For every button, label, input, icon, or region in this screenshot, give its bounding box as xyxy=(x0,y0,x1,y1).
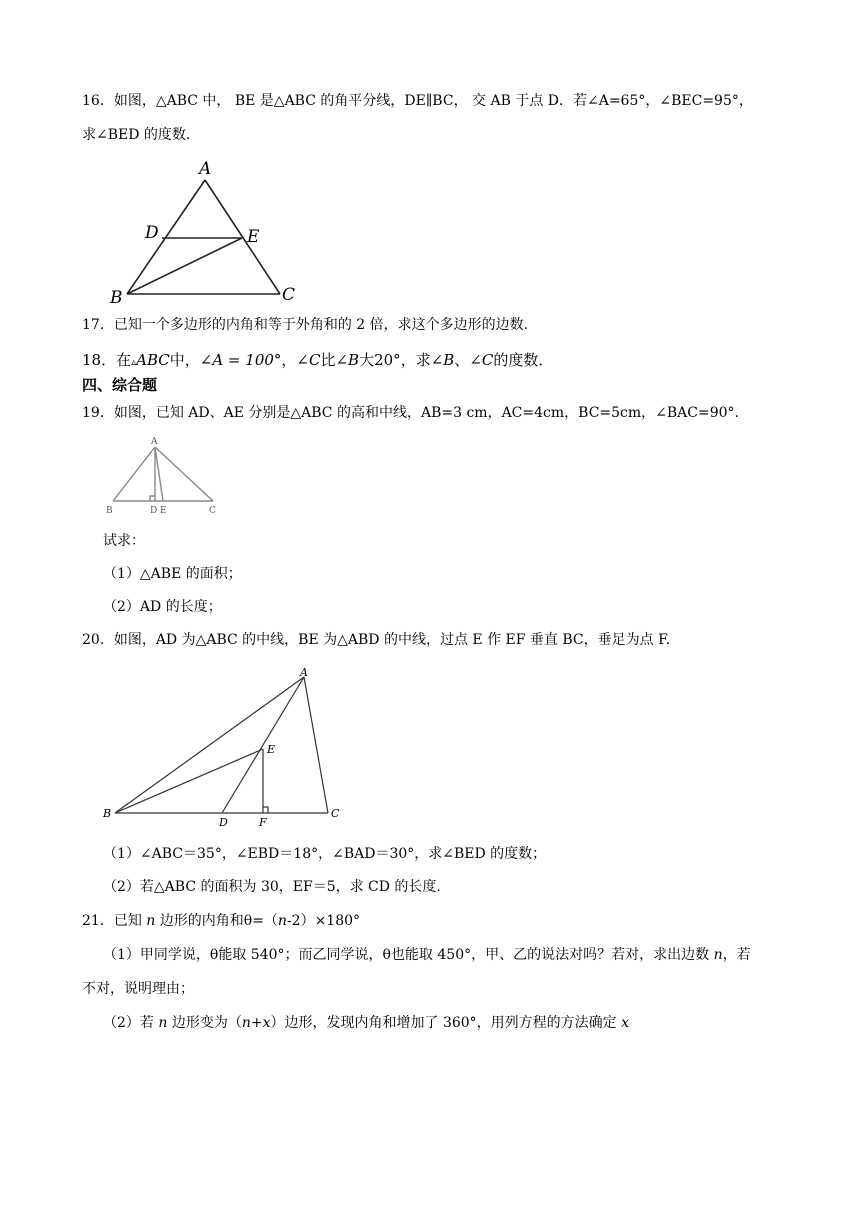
q21-var-x: x xyxy=(262,1015,271,1031)
q20-label-f: F xyxy=(259,816,267,829)
q19-sub2: （2）AD 的长度； xyxy=(103,599,222,615)
q16-figure xyxy=(105,158,305,306)
q19-line1: 19．如图，已知 AD、AE 分别是△ABC 的高和中线，AB=3 cm，AC=4cm，BC=5cm，∠BAC=90°. xyxy=(82,405,739,421)
q16-label-c: C xyxy=(282,285,296,305)
q19-label-d: D xyxy=(150,506,158,516)
q18-angle-c: ∠C xyxy=(469,351,494,369)
q21-part: 边形变为（ xyxy=(167,1015,242,1031)
q16-label-b: B xyxy=(110,288,123,306)
q21-part: 21．已知 xyxy=(82,913,147,929)
q21-part: （2）若 xyxy=(103,1015,159,1031)
q21-var-n: n xyxy=(713,947,723,963)
q20-side-ab xyxy=(115,677,304,813)
q19-right-angle-mark xyxy=(150,496,155,501)
q19-ask: 试求： xyxy=(103,533,145,549)
q18-part: 比 xyxy=(320,351,336,369)
q19-side-ac xyxy=(155,447,213,501)
q20-figure xyxy=(100,665,350,831)
q19-label-b: B xyxy=(106,506,113,516)
q18-part: ，求 xyxy=(400,351,431,369)
q18-degree-20: 20° xyxy=(374,351,401,369)
q16-label-a: A xyxy=(199,159,212,179)
q16-label-e: E xyxy=(247,227,260,247)
q21-var-n: n xyxy=(158,1015,168,1031)
q20-label-a: A xyxy=(300,666,308,679)
q20-label-b: B xyxy=(103,807,112,820)
q21-var-x: x xyxy=(621,1015,630,1031)
q19-sub1: （1）△ABE 的面积； xyxy=(103,566,242,582)
q21-var-n: n xyxy=(277,913,287,929)
q18-text xyxy=(82,350,553,373)
q17-text: 17．已知一个多边形的内角和等于外角和的 2 倍，求这个多边形的边数. xyxy=(82,317,529,333)
q21-part: 边形的内角和θ=（ xyxy=(155,913,278,929)
q18-angle-b: ∠B xyxy=(430,351,455,369)
q21-var-n: n xyxy=(146,913,156,929)
q21-part: + xyxy=(250,1015,263,1031)
q18-part: 的度数． xyxy=(493,351,554,369)
q20-sub1: （1）∠ABC＝35°，∠EBD＝18°，∠BAD＝30°，求∠BED 的度数； xyxy=(103,846,547,862)
q20-label-d: D xyxy=(219,816,228,829)
q20-line1: 20．如图，AD 为△ABC 的中线，BE 为△ABD 的中线，过点 E 作 EF 垂直 BC，垂足为点 F. xyxy=(82,632,671,648)
q16-side-ac xyxy=(205,180,280,294)
q20-label-e: E xyxy=(267,743,276,756)
q18-angle-c: ∠C xyxy=(296,351,321,369)
q19-label-e: E xyxy=(160,506,167,516)
q18-triangle-symbol: ▵ xyxy=(131,357,137,368)
q20-right-angle-mark xyxy=(263,807,268,813)
q16-label-d: D xyxy=(145,223,159,243)
q19-label-c: C xyxy=(209,506,216,516)
q21-var-n: n xyxy=(241,1015,251,1031)
q18-part: 中， xyxy=(169,351,200,369)
q18-part: 18．在 xyxy=(82,351,132,369)
q16-side-ab xyxy=(127,180,205,294)
q19-side-ab xyxy=(113,447,155,501)
q18-part: 大 xyxy=(359,351,375,369)
q18-angle-a: ∠A = 100° xyxy=(199,351,282,369)
q18-angle-b: ∠B xyxy=(335,351,360,369)
q21-part: ，若 xyxy=(722,947,751,963)
q21-line4 xyxy=(103,1013,629,1033)
q19-figure xyxy=(103,433,223,519)
q16-line1: 16．如图，△ABC 中， BE 是△ABC 的角平分线，DE∥BC， 交 AB 于点 D．若∠A=65°，∠BEC=95°， xyxy=(82,93,753,109)
q20-sub2: （2）若△ABC 的面积为 30，EF＝5，求 CD 的长度. xyxy=(103,879,441,895)
q21-line3: 不对，说明理由； xyxy=(82,981,194,997)
q21-line1 xyxy=(82,911,360,931)
q18-part: ， xyxy=(281,351,297,369)
q21-line2 xyxy=(103,945,751,965)
q21-part: ）边形，发现内角和增加了 360°，用列方程的方法确定 xyxy=(270,1015,622,1031)
q20-side-ac xyxy=(304,677,328,813)
q16-segment-be xyxy=(127,238,242,294)
section-title: 四、综合题 xyxy=(82,376,158,394)
q16-line2: 求∠BED 的度数． xyxy=(82,127,200,143)
q21-part: -2）×180° xyxy=(286,913,361,929)
q18-part: 、 xyxy=(454,351,470,369)
q21-part: （1）甲同学说，θ能取 540°；而乙同学说，θ也能取 450°，甲、乙的说法对吗？若对，求出边数 xyxy=(103,947,714,963)
q20-label-c: C xyxy=(331,807,340,820)
q19-median-ae xyxy=(155,447,163,501)
q19-label-a: A xyxy=(151,437,158,447)
q18-abc: ABC xyxy=(136,351,170,369)
